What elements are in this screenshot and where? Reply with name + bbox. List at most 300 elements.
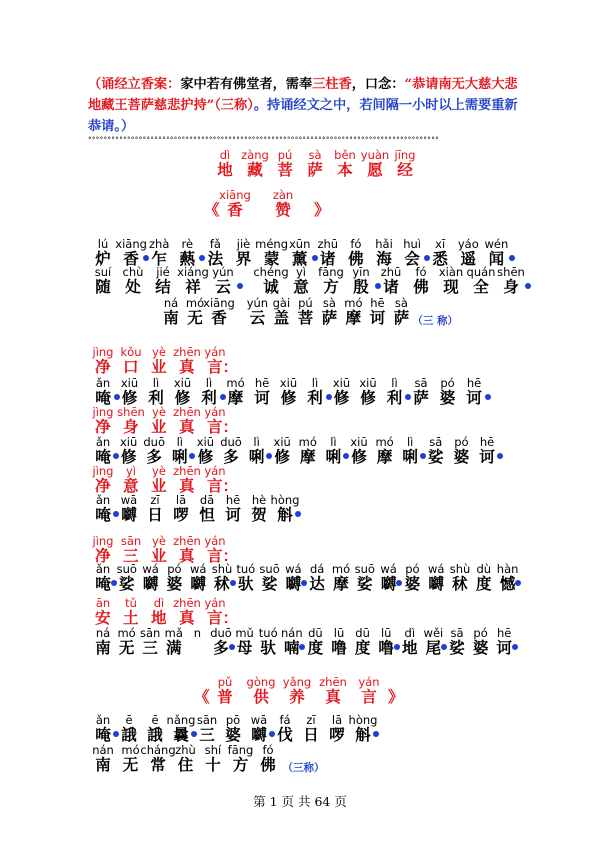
pinyin-syllable: duō bbox=[210, 626, 232, 640]
hanzi-character: 养 bbox=[289, 688, 305, 706]
hanzi-character: 唵 bbox=[95, 448, 111, 466]
title-hanzi: 安 bbox=[95, 609, 111, 627]
hanzi-character: 殷 bbox=[353, 278, 369, 296]
title-hanzi: 言： bbox=[207, 418, 239, 436]
pinyin-syllable: lì bbox=[176, 435, 183, 449]
hanzi-character: 云 bbox=[249, 309, 266, 327]
heading-incense-praise bbox=[204, 188, 600, 219]
pinyin-syllable: mǔ bbox=[235, 626, 254, 640]
pinyin-syllable: zàng bbox=[241, 148, 269, 162]
hanzi-character: 婆 bbox=[166, 575, 183, 593]
pinyin-syllable: lū bbox=[380, 626, 392, 640]
pinyin-syllable: tuó bbox=[258, 626, 278, 640]
pinyin-syllable: pó bbox=[473, 626, 488, 640]
hanzi-character: 诸 bbox=[383, 278, 399, 296]
hanzi-character: 誐 bbox=[121, 726, 137, 744]
pinyin-syllable: lā bbox=[331, 713, 343, 727]
hanzi-character: 达 bbox=[309, 575, 325, 593]
title-pinyin: yì bbox=[125, 464, 136, 478]
hanzi-character: 摩 bbox=[345, 309, 362, 327]
hanzi-character: 憾 bbox=[499, 575, 516, 593]
pinyin-syllable: tuó bbox=[236, 562, 256, 576]
title-hanzi: 身 bbox=[123, 418, 139, 436]
heading-sutra-title bbox=[210, 148, 600, 179]
pinyin-syllable: pǔ bbox=[217, 675, 233, 689]
pinyin-syllable: yì bbox=[295, 265, 306, 279]
mantra-title-2 bbox=[88, 405, 600, 436]
hanzi-character: 意 bbox=[293, 278, 309, 296]
pinyin-syllable: dū bbox=[308, 626, 323, 640]
pinyin-syllable: zhū bbox=[317, 237, 339, 251]
intro-paragraph bbox=[88, 74, 528, 137]
hanzi-character: 娑 bbox=[449, 639, 465, 657]
title-hanzi: 言： bbox=[207, 547, 239, 565]
pinyin-syllable: zhù bbox=[175, 743, 196, 757]
hanzi-character: 佛 bbox=[260, 756, 276, 774]
title-pinyin: yán bbox=[204, 596, 226, 610]
pinyin-syllable: hē bbox=[497, 626, 512, 640]
title-hanzi: 真 bbox=[179, 418, 195, 436]
pinyin-syllable: pó bbox=[167, 562, 182, 576]
hanzi-character: 摩 bbox=[376, 448, 393, 466]
hanzi-character: 娑 bbox=[428, 448, 444, 466]
title-pinyin: dì bbox=[153, 596, 165, 610]
hanzi-character: 利 bbox=[386, 389, 403, 407]
hanzi-character: 摩 bbox=[333, 575, 349, 593]
hanzi-character: 赞 bbox=[275, 201, 291, 219]
hanzi-character: 随 bbox=[95, 278, 111, 296]
title-hanzi: 净 bbox=[95, 547, 111, 565]
hanzi-character: 结 bbox=[155, 278, 171, 296]
hanzi-character: 香 bbox=[211, 309, 227, 327]
hanzi-character: 香 bbox=[123, 250, 139, 268]
pinyin-syllable: lì bbox=[205, 376, 213, 390]
pinyin-syllable: hē bbox=[225, 493, 241, 507]
hanzi-character: 言 bbox=[361, 688, 377, 706]
hanzi-character: 供 bbox=[253, 688, 269, 706]
separator-dot bbox=[497, 453, 503, 459]
title-pinyin: yán bbox=[204, 464, 226, 478]
pinyin-syllable: pó bbox=[405, 562, 420, 576]
hanzi-character: 娑 bbox=[261, 575, 278, 593]
pinyin-syllable: zhēn bbox=[319, 675, 347, 689]
hanzi-character: 唵 bbox=[95, 506, 111, 524]
hanzi-character: 地 bbox=[402, 639, 418, 657]
title-hanzi: 业 bbox=[151, 418, 167, 436]
hanzi-character: 真 bbox=[325, 688, 341, 706]
pinyin-syllable: fó bbox=[415, 265, 427, 279]
hanzi-character: 三 bbox=[142, 639, 158, 657]
pinyin-syllable: wá bbox=[380, 562, 397, 576]
separator-dot bbox=[373, 731, 379, 737]
hanzi-character: 地 bbox=[217, 161, 233, 179]
hanzi-character: 多 bbox=[213, 639, 229, 657]
hanzi-character: 全 bbox=[473, 278, 489, 296]
pinyin-syllable: hòng bbox=[348, 713, 378, 727]
hanzi-character: 诃 bbox=[254, 389, 270, 407]
hanzi-character: 蒙 bbox=[263, 250, 280, 268]
pinyin-syllable: gòng bbox=[246, 675, 276, 689]
hanzi-character: 誐 bbox=[147, 726, 163, 744]
hanzi-character: 祥 bbox=[185, 278, 201, 296]
hanzi-character: 唵 bbox=[95, 726, 111, 744]
title-pinyin: shēn bbox=[117, 405, 145, 419]
hanzi-character: 薰 bbox=[291, 250, 308, 268]
title-pinyin: jìng bbox=[92, 534, 114, 548]
hanzi-character: 炉 bbox=[95, 250, 111, 268]
hanzi-character: 修 bbox=[274, 448, 290, 466]
mantra-title-3 bbox=[88, 464, 600, 495]
title-pinyin: yán bbox=[204, 345, 226, 359]
hanzi-character: 利 bbox=[201, 389, 217, 407]
intro-label: （诵经立香案： bbox=[88, 77, 181, 92]
title-pinyin: yán bbox=[204, 534, 226, 548]
repeat-note: （三 称） bbox=[412, 315, 459, 327]
pinyin-syllable: rè bbox=[181, 237, 194, 251]
pinyin-syllable: mó bbox=[375, 435, 394, 449]
hanzi-character: 度 bbox=[476, 575, 492, 593]
pinyin-syllable: shēn bbox=[497, 265, 525, 279]
hanzi-character: 尾 bbox=[425, 639, 442, 657]
hanzi-character: 海 bbox=[376, 250, 392, 268]
pinyin-syllable: xiū bbox=[350, 435, 368, 449]
hanzi-character: 愿 bbox=[367, 161, 383, 179]
pinyin-syllable: sā bbox=[414, 376, 428, 390]
hanzi-character: 无 bbox=[122, 756, 139, 774]
pinyin-syllable: běn bbox=[334, 148, 356, 162]
hanzi-character: 多 bbox=[146, 448, 162, 466]
offering-line-2 bbox=[88, 743, 600, 774]
pinyin-syllable: wá bbox=[427, 562, 445, 576]
title-pinyin: zhēn bbox=[173, 405, 201, 419]
title-pinyin: yè bbox=[152, 464, 166, 478]
title-hanzi: 土 bbox=[123, 609, 139, 627]
title-pinyin: zhēn bbox=[173, 464, 201, 478]
pinyin-syllable: xūn bbox=[288, 237, 311, 251]
hanzi-character: 斛 bbox=[277, 506, 293, 524]
pinyin-syllable: dù bbox=[476, 562, 492, 576]
pinyin-syllable: mó bbox=[298, 435, 317, 449]
pinyin-syllable: mǎ bbox=[164, 626, 183, 640]
pinyin-syllable: wěi bbox=[423, 626, 444, 640]
hanzi-character: 方 bbox=[232, 756, 249, 774]
title-pinyin: ān bbox=[95, 596, 111, 610]
pinyin-syllable: wā bbox=[250, 713, 268, 727]
pinyin-syllable: dá bbox=[310, 562, 325, 576]
hanzi-character: 佛 bbox=[413, 278, 429, 296]
hanzi-character: 诸 bbox=[320, 250, 336, 268]
pinyin-syllable: pó bbox=[440, 376, 455, 390]
pinyin-syllable: ná bbox=[95, 626, 111, 640]
pinyin-syllable: jiè bbox=[236, 237, 251, 251]
pinyin-syllable: fó bbox=[262, 743, 274, 757]
mantra-body-2 bbox=[88, 435, 600, 466]
pinyin-syllable: gài bbox=[272, 296, 291, 310]
hanzi-character: 界 bbox=[235, 250, 252, 268]
pinyin-syllable: lì bbox=[311, 376, 319, 390]
pinyin-syllable: xiāng bbox=[203, 296, 235, 310]
hanzi-character: 诃 bbox=[496, 639, 512, 657]
pinyin-syllable: jié bbox=[156, 265, 170, 279]
hanzi-character: 娑 bbox=[119, 575, 135, 593]
dotted-divider: °°°°°°°°°°°°°°°°°°°°°°°°°°°°°°°°°°°°°°°°°°°°°°°°°°°°°°°°°°°°°°°°°°°°°°°°°°°°°°°°°°°°°°°°°° bbox=[88, 136, 439, 144]
pinyin-syllable: dū bbox=[355, 626, 370, 640]
pinyin-syllable: suō bbox=[259, 562, 280, 576]
pinyin-syllable: mó bbox=[117, 626, 136, 640]
hanzi-character: 修 bbox=[351, 448, 367, 466]
pinyin-syllable: duō bbox=[143, 435, 165, 449]
pinyin-syllable: ǎn bbox=[95, 435, 111, 449]
hanzi-character: 诃 bbox=[369, 309, 386, 327]
pinyin-syllable: ǎn bbox=[95, 562, 111, 576]
hanzi-character: 唵 bbox=[95, 389, 111, 407]
pinyin-syllable: xiāng bbox=[219, 188, 251, 202]
pinyin-syllable: xiū bbox=[120, 376, 139, 390]
hanzi-character: 萨 bbox=[307, 161, 323, 179]
hanzi-character: 无 bbox=[187, 309, 203, 327]
pinyin-syllable: lú bbox=[97, 237, 109, 251]
verse-line-3 bbox=[156, 296, 600, 327]
hanzi-character: 嚩 bbox=[121, 506, 137, 524]
hanzi-character: 修 bbox=[360, 389, 376, 407]
hanzi-character: 萨 bbox=[413, 389, 429, 407]
hanzi-character: 嚩 bbox=[190, 575, 206, 593]
hanzi-character: 诃 bbox=[225, 506, 241, 524]
hanzi-character: 噜 bbox=[378, 639, 394, 657]
hanzi-character: 嚩 bbox=[251, 726, 267, 744]
pinyin-syllable: ǎn bbox=[95, 493, 111, 507]
close-bracket: 》 bbox=[388, 688, 404, 706]
pinyin-syllable: hē bbox=[466, 376, 482, 390]
title-hanzi: 真 bbox=[179, 477, 195, 495]
pinyin-syllable: xiū bbox=[332, 376, 351, 390]
hanzi-character: 嚩 bbox=[380, 575, 397, 593]
mantra-body-5 bbox=[88, 626, 600, 657]
hanzi-character: 经 bbox=[397, 161, 413, 179]
separator-dot bbox=[237, 283, 243, 289]
hanzi-character: 住 bbox=[177, 756, 194, 774]
pinyin-syllable: wā bbox=[120, 493, 138, 507]
pinyin-syllable: lā bbox=[175, 493, 187, 507]
title-pinyin: kǒu bbox=[120, 345, 142, 359]
pinyin-syllable: lì bbox=[152, 376, 160, 390]
hanzi-character: 佛 bbox=[348, 250, 364, 268]
pinyin-syllable: hè bbox=[251, 493, 267, 507]
mantra-body-3 bbox=[88, 493, 600, 524]
hanzi-character: 三 bbox=[199, 726, 215, 744]
hanzi-character: 南 bbox=[95, 756, 111, 774]
pinyin-syllable: shù bbox=[449, 562, 471, 576]
pinyin-syllable: xī bbox=[435, 237, 446, 251]
pinyin-syllable: lū bbox=[333, 626, 345, 640]
title-hanzi: 真 bbox=[179, 609, 195, 627]
pinyin-syllable: dì bbox=[219, 148, 231, 162]
pinyin-syllable: n bbox=[193, 626, 202, 640]
title-pinyin: zhēn bbox=[173, 534, 201, 548]
hanzi-character: 嚩 bbox=[142, 575, 159, 593]
hanzi-character: 南 bbox=[95, 639, 111, 657]
hanzi-character: 啰 bbox=[173, 506, 189, 524]
hanzi-character: 藏 bbox=[247, 161, 263, 179]
pinyin-syllable: xiū bbox=[273, 435, 291, 449]
title-pinyin: jìng bbox=[92, 405, 114, 419]
hanzi-character: 菩 bbox=[277, 161, 293, 179]
pinyin-syllable: dā bbox=[199, 493, 215, 507]
pinyin-syllable: zī bbox=[306, 713, 316, 727]
title-pinyin: sān bbox=[120, 534, 142, 548]
pinyin-syllable: mó bbox=[121, 743, 140, 757]
separator-dot bbox=[295, 511, 301, 517]
pinyin-syllable: pú bbox=[277, 148, 293, 162]
hanzi-character: 婆 bbox=[404, 575, 421, 593]
pinyin-syllable: zhū bbox=[380, 265, 402, 279]
hanzi-character: 萨 bbox=[393, 309, 410, 327]
hanzi-character: 修 bbox=[333, 389, 350, 407]
hanzi-character: 闻 bbox=[488, 250, 505, 268]
pinyin-syllable: zī bbox=[150, 493, 160, 507]
pinyin-syllable: chéng bbox=[253, 265, 289, 279]
pinyin-syllable: zàn bbox=[272, 188, 294, 202]
separator-dot bbox=[509, 255, 515, 261]
pinyin-syllable: hòng bbox=[270, 493, 300, 507]
hanzi-character: 满 bbox=[166, 639, 182, 657]
hanzi-character: 斛 bbox=[355, 726, 371, 744]
pinyin-syllable: hàn bbox=[496, 562, 519, 576]
pinyin-syllable: fá bbox=[279, 713, 291, 727]
pinyin-syllable: nán bbox=[92, 743, 114, 757]
title-hanzi: 业 bbox=[151, 358, 167, 376]
hanzi-character: 唎 bbox=[325, 448, 342, 466]
separator-dot bbox=[485, 394, 491, 400]
hanzi-character: 利 bbox=[307, 389, 323, 407]
title-hanzi: 真 bbox=[179, 547, 195, 565]
hanzi-character: 盖 bbox=[273, 309, 290, 327]
pinyin-syllable: yún bbox=[246, 296, 269, 310]
mantra-title-1 bbox=[88, 345, 600, 376]
pinyin-syllable: sà bbox=[322, 296, 336, 310]
hanzi-character: 常 bbox=[150, 756, 166, 774]
pinyin-syllable: pō bbox=[225, 713, 241, 727]
title-pinyin: jìng bbox=[92, 464, 114, 478]
hanzi-character: 诃 bbox=[466, 389, 482, 407]
hanzi-character: 贺 bbox=[251, 506, 267, 524]
hanzi-character: 唎 bbox=[172, 448, 188, 466]
pinyin-syllable: zhà bbox=[149, 237, 170, 251]
mantra-body-1 bbox=[88, 376, 600, 407]
pinyin-syllable: fǎ bbox=[209, 237, 221, 251]
intro-count: （三称） bbox=[214, 98, 254, 113]
hanzi-character: 婆 bbox=[472, 639, 489, 657]
pinyin-syllable: jīng bbox=[394, 148, 416, 162]
hanzi-character: 唎 bbox=[402, 448, 418, 466]
pinyin-syllable: lì bbox=[330, 435, 337, 449]
pinyin-syllable: sà bbox=[394, 296, 408, 310]
pinyin-syllable: fāng bbox=[227, 743, 254, 757]
title-pinyin: jìng bbox=[92, 345, 114, 359]
hanzi-character: 秫 bbox=[214, 575, 230, 593]
hanzi-character: 诚 bbox=[263, 278, 279, 296]
pinyin-syllable: dì bbox=[404, 626, 416, 640]
mantra-title-5 bbox=[88, 596, 600, 627]
pinyin-syllable: mó bbox=[226, 376, 245, 390]
title-hanzi: 业 bbox=[151, 477, 167, 495]
title-pinyin: zhēn bbox=[173, 596, 201, 610]
pinyin-syllable: wá bbox=[142, 562, 159, 576]
pinyin-syllable: lì bbox=[391, 376, 398, 390]
pinyin-syllable: yáo bbox=[457, 237, 479, 251]
hanzi-character: 菩 bbox=[297, 309, 314, 327]
hanzi-character: 身 bbox=[503, 278, 519, 296]
hanzi-character: 十 bbox=[205, 756, 221, 774]
open-bracket: 《 bbox=[194, 688, 210, 706]
hanzi-character: 婆 bbox=[453, 448, 470, 466]
title-hanzi: 口 bbox=[123, 358, 139, 376]
title-hanzi: 地 bbox=[151, 609, 167, 627]
close-bracket: 》 bbox=[314, 201, 330, 219]
title-hanzi: 意 bbox=[123, 477, 139, 495]
hanzi-character: 曩 bbox=[173, 726, 189, 744]
pinyin-syllable: ē bbox=[151, 713, 159, 727]
pinyin-syllable: chù bbox=[122, 265, 144, 279]
pinyin-syllable: pó bbox=[454, 435, 469, 449]
repeat-note: （三称） bbox=[282, 762, 325, 774]
pinyin-syllable: nǎng bbox=[166, 713, 196, 727]
hanzi-character: 本 bbox=[337, 161, 353, 179]
pinyin-syllable: wá bbox=[285, 562, 302, 576]
hanzi-character: 度 bbox=[354, 639, 371, 657]
intro-highlight: 三柱香 bbox=[312, 77, 352, 92]
intro-text-1: 家中若有佛堂者，需奉 bbox=[180, 77, 313, 92]
pinyin-syllable: xiāng bbox=[115, 237, 147, 251]
hanzi-character: 方 bbox=[323, 278, 339, 296]
hanzi-character: 婆 bbox=[439, 389, 456, 407]
pinyin-syllable: sà bbox=[308, 148, 322, 162]
title-pinyin: yán bbox=[204, 405, 226, 419]
pinyin-syllable: xiū bbox=[359, 376, 377, 390]
title-pinyin: zhēn bbox=[173, 345, 201, 359]
title-hanzi: 三 bbox=[123, 547, 139, 565]
open-bracket: 《 bbox=[204, 201, 220, 219]
page-footer: 第 1 页 共 64 页 bbox=[253, 794, 347, 809]
title-pinyin: yè bbox=[152, 534, 166, 548]
title-hanzi: 真 bbox=[179, 358, 195, 376]
title-hanzi: 净 bbox=[95, 358, 111, 376]
hanzi-character: 摩 bbox=[227, 389, 244, 407]
pinyin-syllable: nán bbox=[280, 626, 303, 640]
pinyin-syllable: cháng bbox=[140, 743, 176, 757]
hanzi-character: 秫 bbox=[452, 575, 468, 593]
title-pinyin: yè bbox=[152, 405, 166, 419]
hanzi-character: 香 bbox=[227, 201, 243, 219]
separator-dot bbox=[512, 644, 518, 650]
pinyin-syllable: sān bbox=[140, 626, 161, 640]
pinyin-syllable: xiàn bbox=[438, 265, 464, 279]
title-hanzi: 言： bbox=[207, 609, 239, 627]
pinyin-syllable: ná bbox=[163, 296, 179, 310]
hanzi-character: 诃 bbox=[479, 448, 495, 466]
pinyin-syllable: ǎn bbox=[95, 713, 111, 727]
hanzi-character: 法 bbox=[207, 250, 224, 268]
hanzi-character: 遥 bbox=[460, 250, 477, 268]
title-hanzi: 言： bbox=[207, 477, 239, 495]
hanzi-character: 南 bbox=[163, 309, 179, 327]
hanzi-character: 啰 bbox=[329, 726, 345, 744]
title-pinyin: tǔ bbox=[125, 596, 137, 610]
pinyin-syllable: wén bbox=[484, 237, 509, 251]
pinyin-syllable: xiáng bbox=[177, 265, 209, 279]
pinyin-syllable: mó bbox=[331, 562, 351, 576]
hanzi-character: 处 bbox=[125, 278, 141, 296]
